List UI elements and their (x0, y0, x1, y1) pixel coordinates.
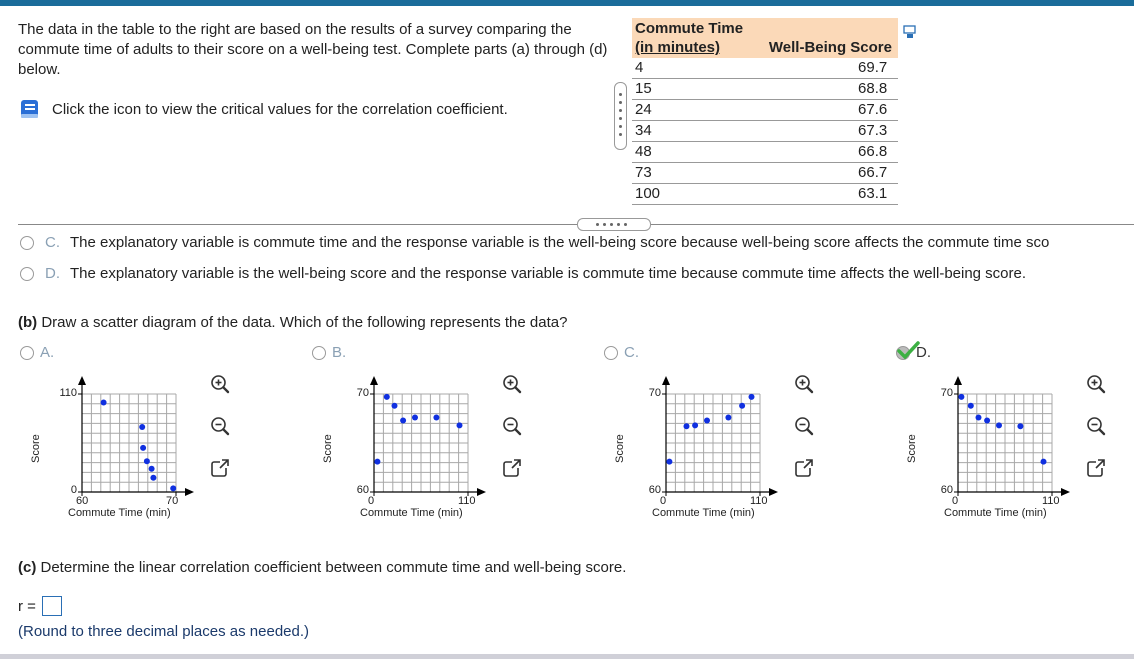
y-axis-title: Score (30, 434, 42, 463)
x-axis-arrow (477, 488, 486, 496)
x-max-tick-label: 110 (1042, 495, 1060, 507)
expand-icon[interactable] (794, 458, 814, 478)
zoom-in-icon[interactable] (210, 374, 230, 394)
data-point (684, 423, 690, 429)
expand-icon[interactable] (502, 458, 522, 478)
vertical-resize-handle[interactable] (614, 82, 627, 150)
bottom-bar (0, 654, 1134, 659)
y-top-tick-label: 110 (59, 387, 77, 399)
x-axis-title: Commute Time (min) (360, 507, 463, 519)
scatter-plot-c (604, 370, 874, 535)
data-point (725, 415, 731, 421)
data-point (392, 403, 398, 409)
zoom-out-icon[interactable] (1086, 416, 1106, 436)
x-axis-title: Commute Time (min) (652, 507, 755, 519)
table-body (632, 58, 898, 205)
choice-radio[interactable] (604, 346, 618, 360)
data-point (374, 459, 380, 465)
commute-time-cell: 15 (632, 79, 755, 100)
choice-letter: A. (40, 344, 55, 361)
data-point (139, 424, 145, 430)
data-point (976, 415, 982, 421)
option-c-text: The explanatory variable is commute time and the response variable is the well-being score because well-being score affects the commute time sco (70, 234, 1050, 251)
axes (666, 380, 774, 492)
data-point (144, 458, 150, 464)
part-c-question: (c) Determine the linear correlation coefficient between commute time and well-being score. (18, 559, 627, 576)
option-d-letter: D. (45, 265, 60, 282)
data-point (996, 422, 1002, 428)
score-cell: 67.6 (755, 100, 898, 121)
option-d-radio[interactable] (20, 267, 34, 281)
zoom-in-icon[interactable] (502, 374, 522, 394)
rounding-hint: (Round to three decimal places as needed.) (18, 623, 310, 640)
expand-icon[interactable] (210, 458, 230, 478)
x-axis-title: Commute Time (min) (944, 507, 1047, 519)
icon-instruction: Click the icon to view the critical values for the correlation coefficient. (52, 100, 508, 118)
score-cell: 66.8 (755, 142, 898, 163)
book-icon[interactable] (20, 99, 40, 119)
part-b-question: (b) Draw a scatter diagram of the data. Which of the following represents the data? (18, 314, 568, 331)
choice-radio[interactable] (20, 346, 34, 360)
x-max-tick-label: 70 (166, 495, 179, 507)
data-point (1017, 423, 1023, 429)
table-row (632, 100, 898, 121)
top-bar (0, 0, 1134, 6)
critical-values-link[interactable] (20, 99, 508, 119)
option-c-radio[interactable] (20, 236, 34, 250)
choice-1-label[interactable] (312, 344, 346, 361)
zoom-out-icon[interactable] (502, 416, 522, 436)
x-max-tick-label: 110 (750, 495, 768, 507)
x-min-tick-label: 0 (952, 495, 959, 507)
y-bottom-tick-label: 60 (356, 484, 369, 496)
r-label: r = (18, 598, 36, 615)
scatter-plot-b (312, 370, 582, 535)
y-bottom-tick-label: 0 (70, 484, 77, 496)
x-axis-arrow (769, 488, 778, 496)
header-commute-time: Commute Time (in minutes) (632, 18, 755, 58)
axes (374, 380, 482, 492)
y-axis-title: Score (322, 434, 334, 463)
data-point (666, 459, 672, 465)
data-point (984, 418, 990, 424)
option-d-row[interactable] (20, 265, 1026, 282)
header-well-being: Well-Being Score (755, 18, 898, 58)
table-row (632, 121, 898, 142)
choice-letter: C. (624, 344, 639, 361)
x-min-tick-label: 0 (368, 495, 375, 507)
commute-time-cell: 34 (632, 121, 755, 142)
data-point (412, 415, 418, 421)
choice-radio[interactable] (312, 346, 326, 360)
axes (82, 380, 190, 492)
data-point (968, 403, 974, 409)
x-min-tick-label: 60 (76, 495, 89, 507)
y-top-tick-label: 70 (356, 387, 369, 399)
table-row (632, 142, 898, 163)
score-cell: 66.7 (755, 163, 898, 184)
table-row (632, 163, 898, 184)
choice-letter: D. (916, 344, 931, 361)
zoom-out-icon[interactable] (794, 416, 814, 436)
y-bottom-tick-label: 60 (940, 484, 953, 496)
option-d-text: The explanatory variable is the well-being score and the response variable is commute time because commute time affects the well-being score. (70, 265, 1027, 282)
data-point (958, 394, 964, 400)
commute-time-cell: 48 (632, 142, 755, 163)
commute-time-cell: 73 (632, 163, 755, 184)
commute-time-cell: 24 (632, 100, 755, 121)
score-cell: 68.8 (755, 79, 898, 100)
table-row (632, 184, 898, 205)
option-c-letter: C. (45, 234, 60, 251)
score-cell: 67.3 (755, 121, 898, 142)
x-axis-arrow (1061, 488, 1070, 496)
x-axis-title: Commute Time (min) (68, 507, 171, 519)
axes (958, 380, 1066, 492)
y-bottom-tick-label: 60 (648, 484, 661, 496)
zoom-out-icon[interactable] (210, 416, 230, 436)
y-axis-arrow (370, 376, 378, 385)
x-axis-arrow (185, 488, 194, 496)
intro-text: The data in the table to the right are based on the results of a survey comparing the commute time of adults to their score on a well-being test. Complete parts (a) through (d) below. (18, 21, 608, 78)
y-axis-arrow (662, 376, 670, 385)
choice-0-label[interactable] (20, 344, 54, 361)
data-point (384, 394, 390, 400)
y-top-tick-label: 70 (648, 387, 661, 399)
zoom-in-icon[interactable] (794, 374, 814, 394)
x-min-tick-label: 0 (660, 495, 667, 507)
y-top-tick-label: 70 (940, 387, 953, 399)
score-cell: 63.1 (755, 184, 898, 205)
y-axis-title: Score (614, 434, 626, 463)
data-point (749, 394, 755, 400)
pane-divider (18, 224, 1134, 225)
score-cell: 69.7 (755, 58, 898, 79)
x-max-tick-label: 110 (458, 495, 476, 507)
data-point (101, 400, 107, 406)
copy-icon[interactable] (903, 25, 917, 39)
scatter-plot-a (20, 370, 290, 535)
choice-letter: B. (332, 344, 347, 361)
y-axis-arrow (78, 376, 86, 385)
data-point (140, 445, 146, 451)
r-answer-input[interactable] (42, 596, 62, 616)
table-row (632, 58, 898, 79)
data-point (149, 466, 155, 472)
data-point (400, 418, 406, 424)
correct-check-icon (896, 340, 922, 367)
table-row (632, 79, 898, 100)
data-point (457, 422, 463, 428)
data-point (739, 403, 745, 409)
commute-time-cell: 100 (632, 184, 755, 205)
option-c-row[interactable] (20, 234, 1049, 251)
data-point (433, 415, 439, 421)
horizontal-resize-handle[interactable] (577, 218, 651, 231)
data-point (692, 422, 698, 428)
choice-2-label[interactable] (604, 344, 639, 361)
y-axis-arrow (954, 376, 962, 385)
data-point (170, 485, 176, 491)
zoom-in-icon[interactable] (1086, 374, 1106, 394)
data-point (1041, 459, 1047, 465)
data-point (704, 418, 710, 424)
commute-time-cell: 4 (632, 58, 755, 79)
scatter-plot-d (896, 370, 1134, 535)
data-table (632, 18, 898, 205)
data-point (150, 475, 156, 481)
y-axis-title: Score (906, 434, 918, 463)
expand-icon[interactable] (1086, 458, 1106, 478)
